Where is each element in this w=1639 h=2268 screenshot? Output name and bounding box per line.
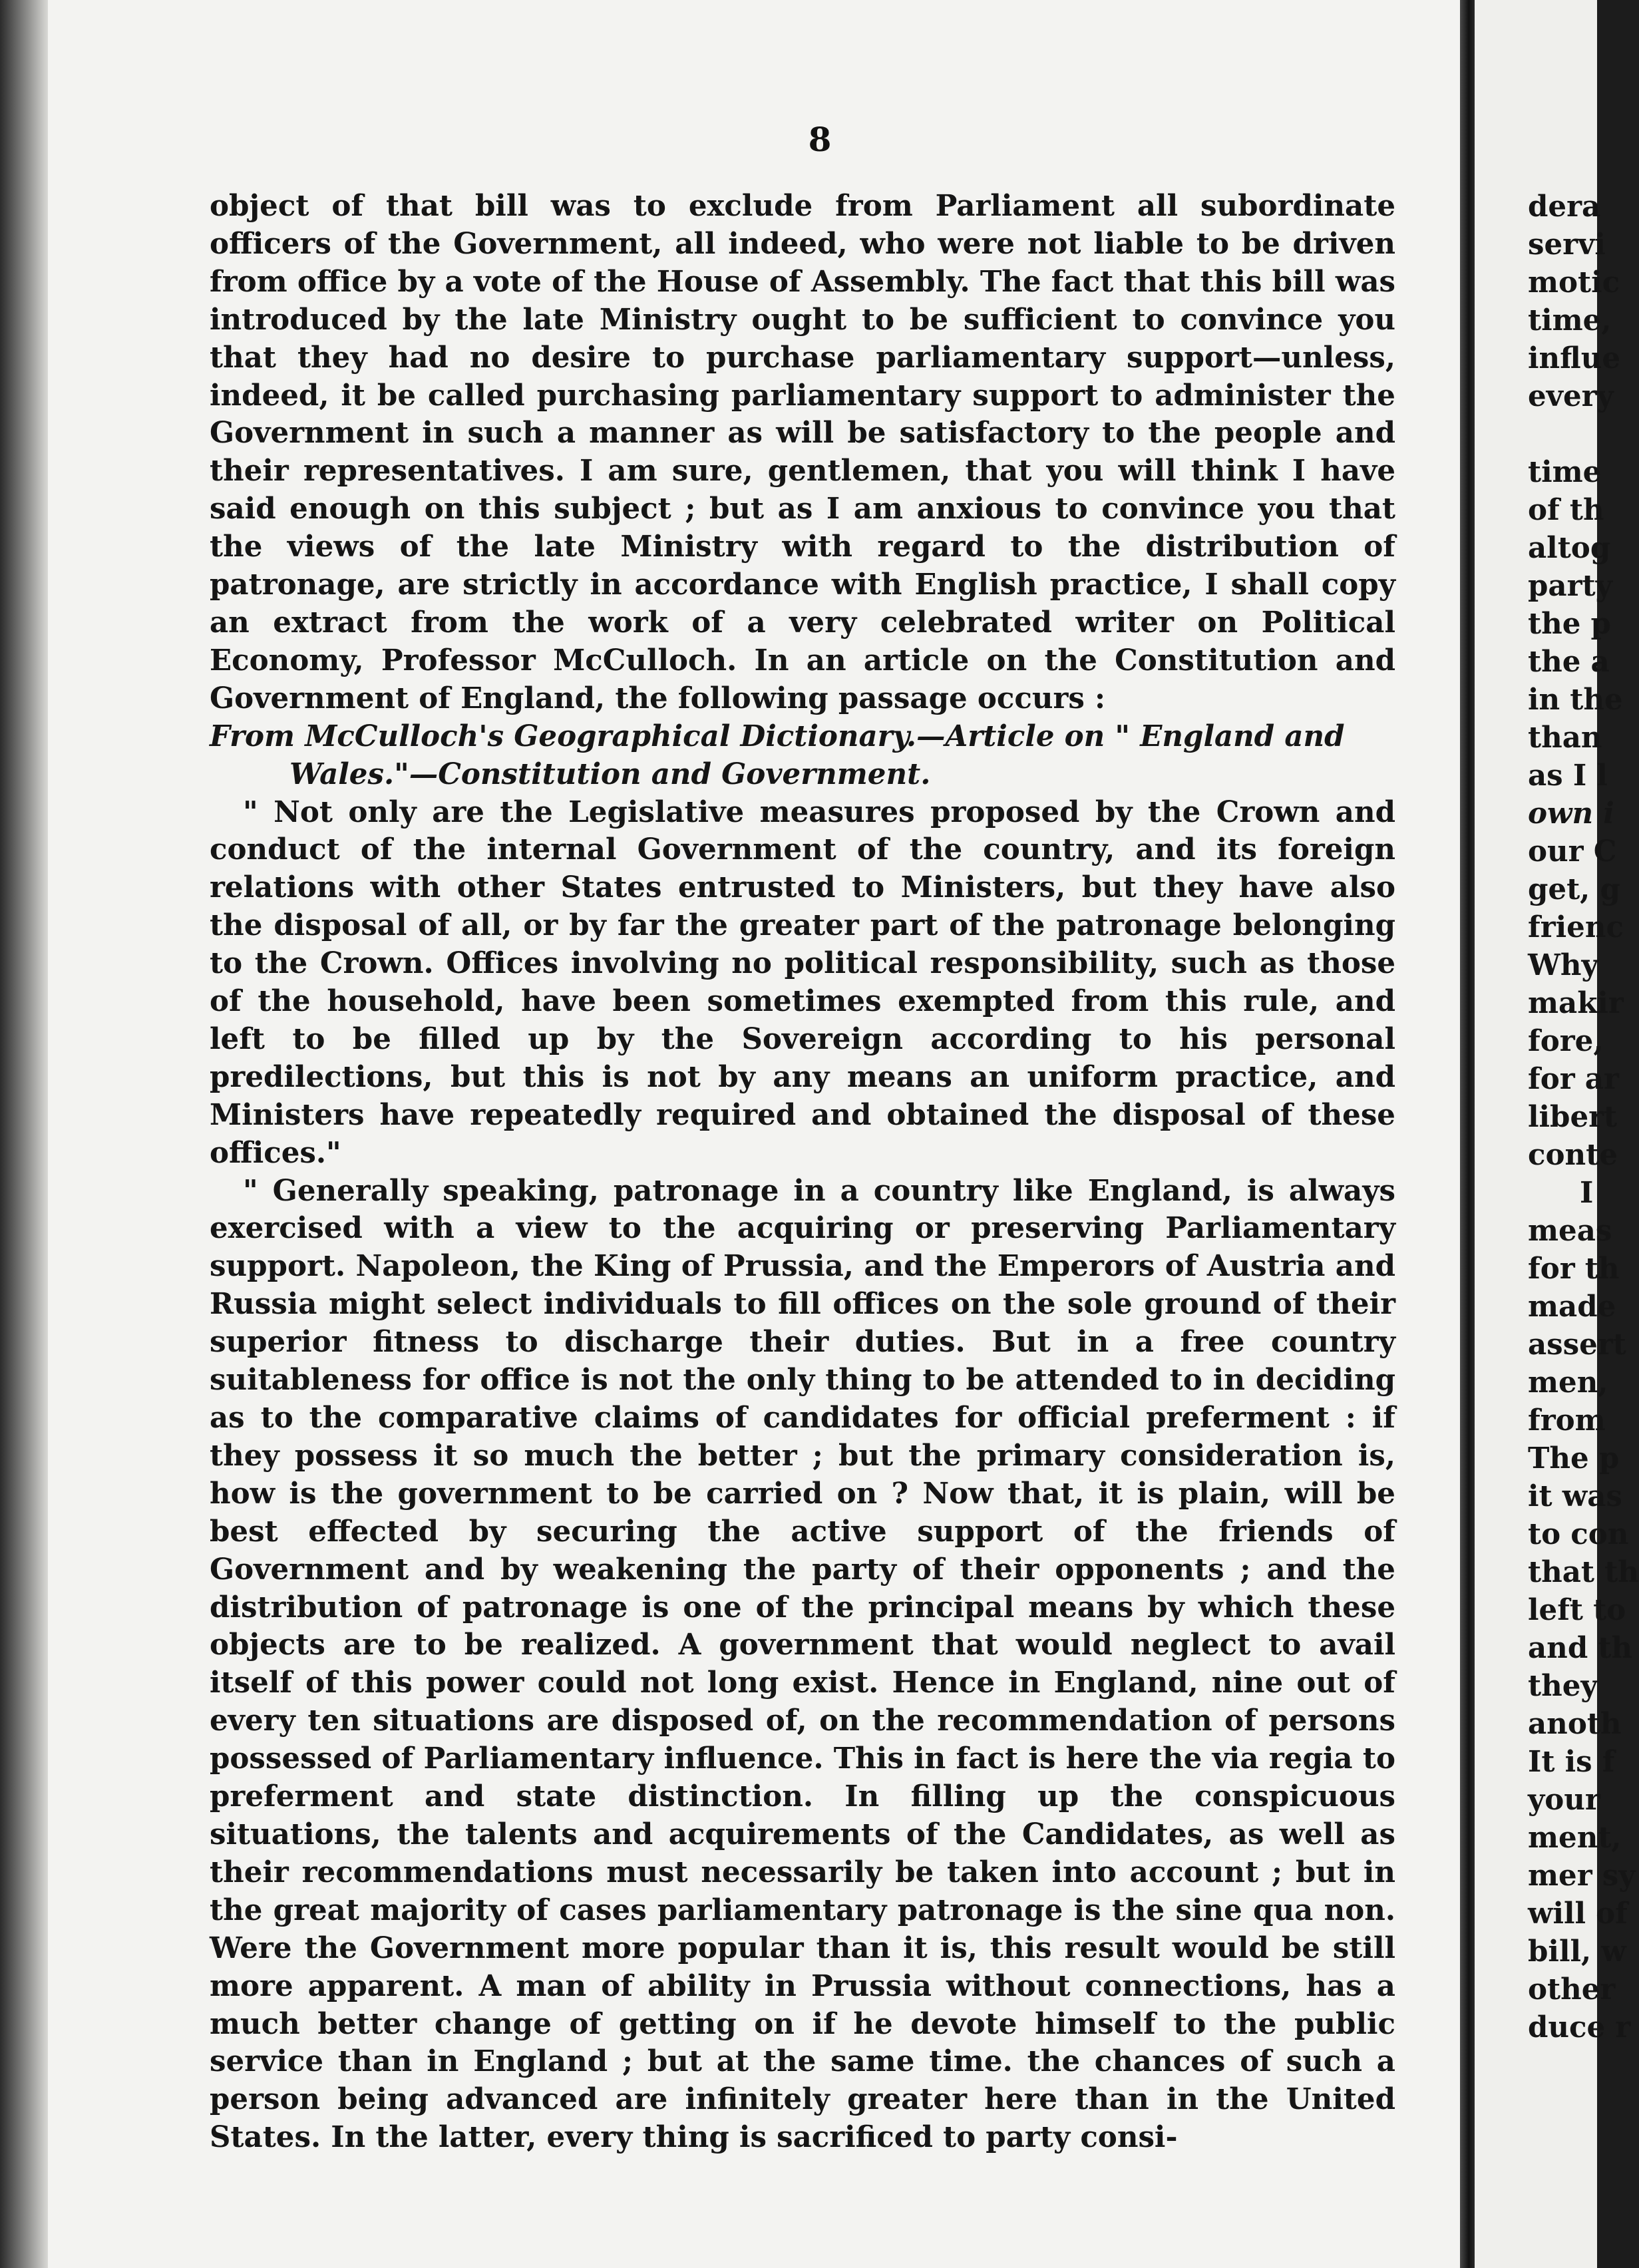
facing-line: the p [1528,607,1611,641]
facing-line: dera [1528,190,1601,224]
facing-line: from [1528,1404,1606,1437]
facing-line: duce r [1528,2010,1631,2044]
facing-line: time, [1528,303,1612,337]
page-number: 8 [808,120,832,159]
facing-line: assert [1528,1328,1626,1362]
facing-line: bill, w [1528,1935,1626,1969]
facing-line: for ar [1528,1062,1619,1096]
facing-line: party [1528,569,1612,603]
paragraph-opening: object of that bill was to exclude from Parliament all subordinate officers of the Government, all indeed, who were not liable to be driven from office by a vote of the House of Assembly. The fact that this bill was introduced by the late Ministry ought to be sufficient to convince you that they had no desire to purchase parliamentary support—unless, indeed, it be called purchasing parliamentary support to administer the Government in such a manner as will be satisfactory to the people and their representatives. I am sure, gentlemen, that you will think I have said enough on this subject ; but as I am anxious to convince you that the views of the late Ministry with regard to the distribution of patronage, are strictly in accordance with English practice, I shall copy an extract from the work of a very celebrated writer on Political Economy, Professor McCulloch. In an article on the Constitution and Government of England, the following passage occurs : [210,189,1395,715]
facing-line: servi [1528,228,1606,262]
facing-line: as I l [1528,759,1608,793]
book-edge [0,0,48,2268]
facing-line: meas [1528,1214,1612,1248]
facing-line: and th [1528,1631,1633,1665]
facing-line: anoth [1528,1707,1622,1741]
facing-line: for th [1528,1252,1620,1286]
facing-line: of th [1528,493,1604,527]
facing-line: left to [1528,1593,1626,1627]
facing-line: frienc [1528,910,1624,944]
facing-line: own i [1528,797,1614,831]
facing-line: the a [1528,645,1610,679]
facing-line: your [1528,1783,1600,1817]
facing-line: than [1528,721,1602,755]
facing-line: to con [1528,1517,1629,1551]
facing-line: influe [1528,341,1621,375]
facing-line [1528,415,1601,453]
facing-line: It is f [1528,1745,1615,1779]
facing-line: altog [1528,531,1611,565]
facing-line: libert [1528,1100,1618,1134]
facing-line: The p [1528,1441,1620,1475]
facing-line: they [1528,1669,1598,1703]
facing-line: men, [1528,1366,1608,1400]
facing-line: get, g [1528,872,1620,906]
facing-line: makir [1528,986,1624,1020]
page-gutter [1460,0,1475,2268]
facing-line: our C [1528,835,1617,868]
facing-line: in the [1528,683,1623,717]
facing-line: time [1528,455,1602,489]
facing-page-text [1528,188,1639,2046]
facing-line: that th [1528,1555,1639,1589]
facing-line: it was [1528,1479,1622,1513]
facing-line: I [1580,1176,1594,1210]
facing-line: fore, [1528,1024,1604,1058]
facing-line: ment, [1528,1821,1622,1855]
facing-line: conte [1528,1138,1618,1172]
facing-line: Why [1528,948,1598,982]
quotation-paragraph-1: " Not only are the Legislative measures proposed by the Crown and conduct of the internal Government of the country, and its foreign relations with other States entrusted to Ministers, but they have also the disposal of all, or by far the greater part of the patronage belonging to the Crown. Offices involving no political responsibility, such as those of the household, have been sometimes exempted from this rule, and left to be filled up by the Sovereign according to his personal predilections, but this is not by any means an uniform practice, and Ministers have repeatedly required and obtained the disposal of these offices." [210,795,1395,1170]
facing-line: motic [1528,266,1620,299]
citation-heading: From McCulloch's Geographical Dictionary.—Article on " England and Wales."—Constitution and Government. [210,719,1345,791]
facing-line: mer sy [1528,1859,1636,1893]
main-text-column [210,188,1395,2157]
quotation-paragraph-2: " Generally speaking, patronage in a country like England, is always exercised with a view to the acquiring or preserving Parliamentary support. Napoleon, the King of Prussia, and the Emperors of Austria and Russia might select individuals to fill offices on the sole ground of their superior fitness to discharge their duties. But in a free country suitableness for office is not the only thing to be attended to in deciding as to the comparative claims of candidates for official preferment : if they possess it so much the better ; but the primary consideration is, how is the government to be carried on ? Now that, it is plain, will be best effected by securing the active support of the friends of Government and by weakening the party of their opponents ; and the distribution of patronage is one of the principal means by which these objects are to be realized. A government that would neglect to avail itself of this power could not long exist. Hence in England, nine out of every ten situations are disposed of, on the recommendation of persons possessed of Parliamentary influence. This in fact is here the via regia to preferment and state distinction. In filling up the conspicuous situations, the talents and acquirements of the Candidates, as well as their recommendations must necessarily be taken into account ; but in the great majority of cases parliamentary patronage is the sine qua non. Were the Government more popular than it is, this result would be still more apparent. A man of ability in Prussia without connections, has a much better change of getting on if he devote himself to the public service than in England ; but at the same time. the chances of such a person being advanced are infinitely greater here than in the United States. In the latter, every thing is sacrificed to party consi- [210,1173,1395,2155]
facing-line: other [1528,1973,1616,2006]
facing-line: every [1528,379,1614,413]
facing-line: made [1528,1290,1616,1324]
facing-line: will of [1528,1897,1628,1931]
